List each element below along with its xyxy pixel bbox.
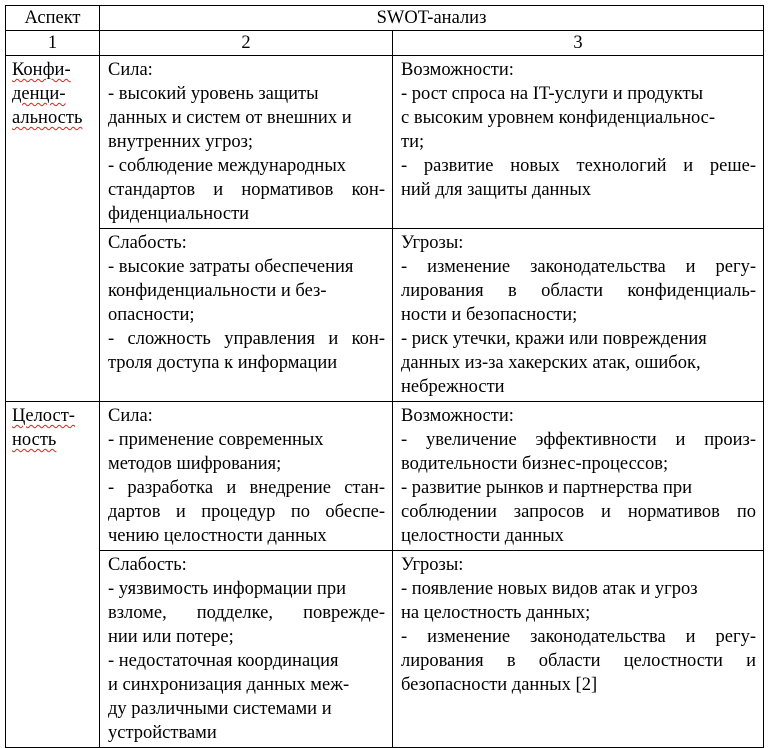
- strength-cell: [100, 56, 393, 229]
- table-row: [6, 551, 764, 748]
- cell-line: данных и систем от внешних и: [108, 108, 352, 128]
- cell-line: чению целостности данных: [108, 526, 327, 546]
- cell-line: - появление новых видов атак и угроз: [401, 579, 698, 599]
- cell-line: - изменение законодательства и регу-: [401, 627, 756, 647]
- threats-cell: [393, 551, 764, 748]
- cell-heading: Сила:: [108, 60, 153, 80]
- opportunities-cell: [393, 56, 764, 229]
- aspect-line: денци-: [12, 84, 66, 104]
- cell-line: стандартов и нормативов кон-: [108, 180, 385, 200]
- cell-line: - риск утечки, кражи или повреждения: [401, 329, 707, 349]
- cell-line: - применение современных: [108, 430, 324, 450]
- table-row: [6, 229, 764, 402]
- cell-line: ности и безопасности;: [401, 305, 578, 325]
- cell-line: взломе, подделке, поврежде-: [108, 603, 385, 623]
- weakness-cell: [100, 551, 393, 748]
- cell-line: и синхронизация данных меж-: [108, 675, 350, 695]
- aspect-line: альность: [12, 108, 83, 128]
- cell-line: методов шифрования;: [108, 454, 282, 474]
- cell-heading: Угрозы:: [401, 555, 464, 575]
- cell-line: ду различными системами и: [108, 699, 332, 719]
- cell-line: - рост спроса на IT-услуги и продукты: [401, 84, 704, 104]
- cell-line: устройствами: [108, 723, 217, 743]
- cell-line: целостности данных: [401, 526, 564, 546]
- col-number-3: 3: [393, 31, 764, 56]
- aspect-line: ность: [12, 430, 57, 450]
- cell-heading: Угрозы:: [401, 233, 464, 253]
- cell-line: нии или потере;: [108, 627, 234, 647]
- cell-line: фиденциальности: [108, 204, 250, 224]
- cell-heading: Слабость:: [108, 233, 187, 253]
- table-row: [6, 402, 764, 551]
- cell-heading: Возможности:: [401, 60, 514, 80]
- cell-line: - соблюдение международных: [108, 156, 347, 176]
- cell-line: дартов и процедур по обеспе-: [108, 502, 385, 522]
- cell-line: ний для защиты данных: [401, 180, 592, 200]
- aspect-line: Конфи-: [12, 60, 71, 80]
- cell-line: - развитие рынков и партнерства при: [401, 478, 693, 498]
- opportunities-cell: [393, 402, 764, 551]
- cell-line: безопасности данных [2]: [401, 675, 598, 695]
- cell-line: водительности бизнес-процессов;: [401, 454, 669, 474]
- cell-line: - уязвимость информации при: [108, 579, 346, 599]
- cell-line: ти;: [401, 132, 425, 152]
- cell-line: данных из-за хакерских атак, ошибок,: [401, 353, 701, 373]
- cell-line: - высокие затраты обеспечения: [108, 257, 354, 277]
- cell-line: - недостаточная координация: [108, 651, 339, 671]
- column-number-row: [6, 31, 764, 56]
- cell-heading: Сила:: [108, 406, 153, 426]
- cell-heading: Слабость:: [108, 555, 187, 575]
- weakness-cell: [100, 229, 393, 402]
- cell-line: - сложность управления и кон-: [108, 329, 385, 349]
- cell-line: троля доступа к информации: [108, 353, 338, 373]
- cell-line: - изменение законодательства и регу-: [401, 257, 756, 277]
- col-number-2: 2: [100, 31, 393, 56]
- cell-line: опасности;: [108, 305, 195, 325]
- threats-cell: [393, 229, 764, 402]
- cell-line: - высокий уровень защиты: [108, 84, 319, 104]
- cell-line: лирования в области целостности и: [401, 651, 756, 671]
- cell-line: соблюдении запросов и нормативов по: [401, 502, 756, 522]
- aspect-cell: [6, 402, 100, 748]
- cell-line: небрежности: [401, 377, 505, 397]
- cell-line: на целостность данных;: [401, 603, 591, 623]
- cell-line: - развитие новых технологий и реше-: [401, 156, 756, 176]
- strength-cell: [100, 402, 393, 551]
- aspect-header: Аспект: [6, 6, 100, 31]
- table-row: [6, 56, 764, 229]
- cell-line: - разработка и внедрение стан-: [108, 478, 385, 498]
- swot-table: [5, 5, 764, 748]
- aspect-cell: [6, 56, 100, 402]
- aspect-line: Целост-: [12, 406, 75, 426]
- cell-line: внутренних угроз;: [108, 132, 254, 152]
- cell-line: лирования в области конфиденциаль-: [401, 281, 756, 301]
- swot-header: SWOT-анализ: [100, 6, 764, 31]
- cell-line: конфиденциальности и без-: [108, 281, 327, 301]
- cell-heading: Возможности:: [401, 406, 514, 426]
- col-number-1: 1: [6, 31, 100, 56]
- cell-line: с высоким уровнем конфиденциальнос-: [401, 108, 716, 128]
- cell-line: - увеличение эффективности и произ-: [401, 430, 756, 450]
- header-row: [6, 6, 764, 31]
